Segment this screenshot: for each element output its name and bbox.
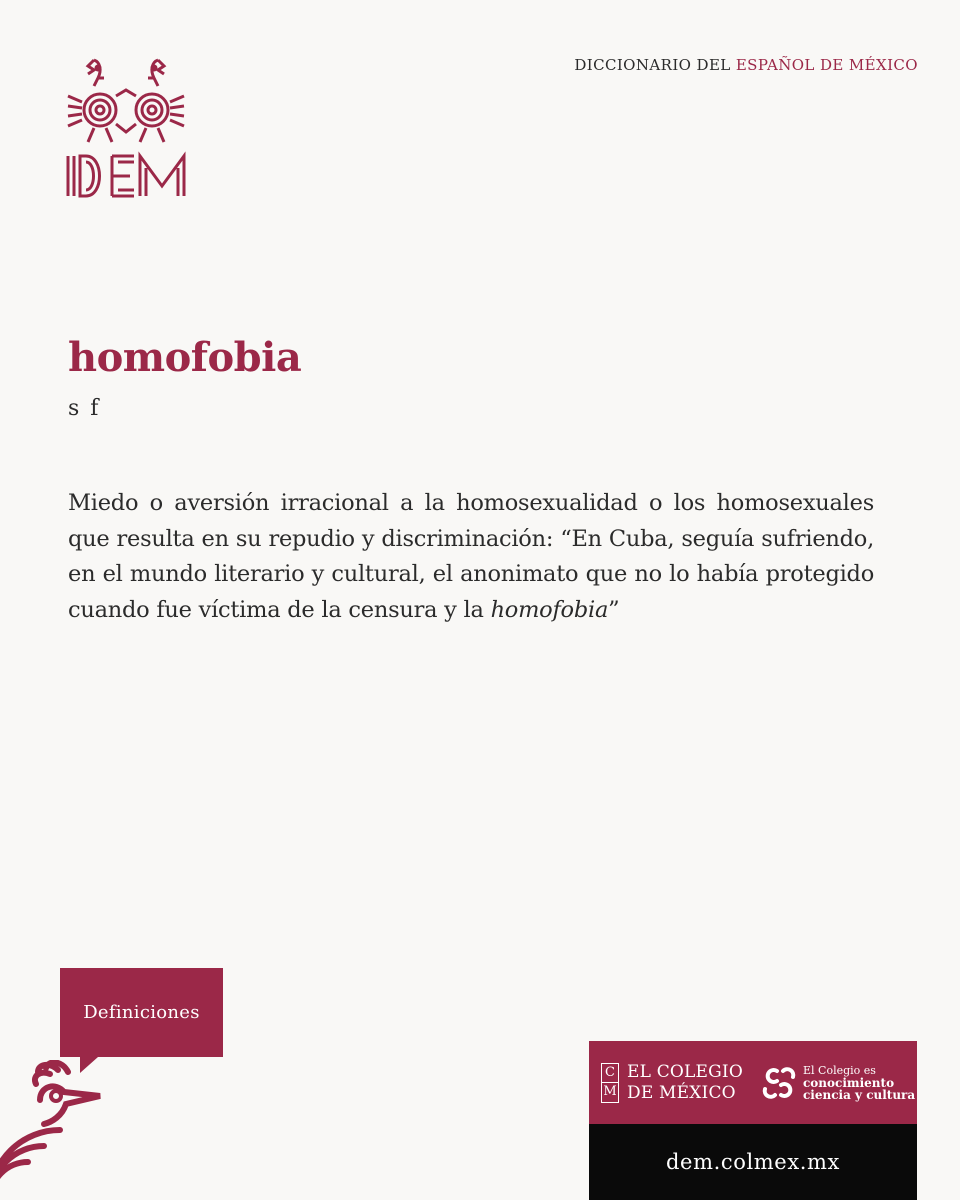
definition-text [68,486,874,628]
header-title [574,56,918,74]
colmex-cm-logo [601,1063,619,1103]
header-title-part1: DICCIONARIO DEL [574,56,736,74]
slogan-line2: conocimiento [803,1076,895,1090]
conocimiento-icon [761,1065,797,1101]
header-title-part2: ESPAÑOL DE MÉXICO [735,56,918,74]
slogan [803,1065,915,1101]
institution-name [627,1062,743,1104]
website-url[interactable] [589,1124,917,1200]
institution-line1: EL COLEGIO [627,1062,743,1082]
definition-end: ” [608,596,620,623]
colmex-banner [589,1041,917,1124]
slogan-line1: El Colegio es [803,1064,876,1077]
definition-italic-word: homofobia [490,596,609,623]
grammar-label: s f [68,396,101,421]
slogan-line3: ciencia y cultura [803,1088,916,1102]
cm-letter-m: M [603,1084,617,1099]
entry-word: homofobia [68,334,302,381]
bird-icon [0,1060,120,1200]
definition-main: Miedo o aversión irracional a la homosexualidad o los homosexuales que resulta en su repudio y discriminación: “En Cuba, seguía sufriendo, en el mundo literario y cultural, el anonimato que no lo había protegido cuando fue víctima de la censura y la [68,490,874,623]
institution-line2: DE MÉXICO [627,1083,736,1103]
dem-logo [64,52,188,198]
definiciones-badge [60,968,223,1057]
cm-letter-c: C [605,1065,615,1080]
website-url-text: dem.colmex.mx [666,1150,840,1174]
badge-label: Definiciones [83,1002,200,1023]
